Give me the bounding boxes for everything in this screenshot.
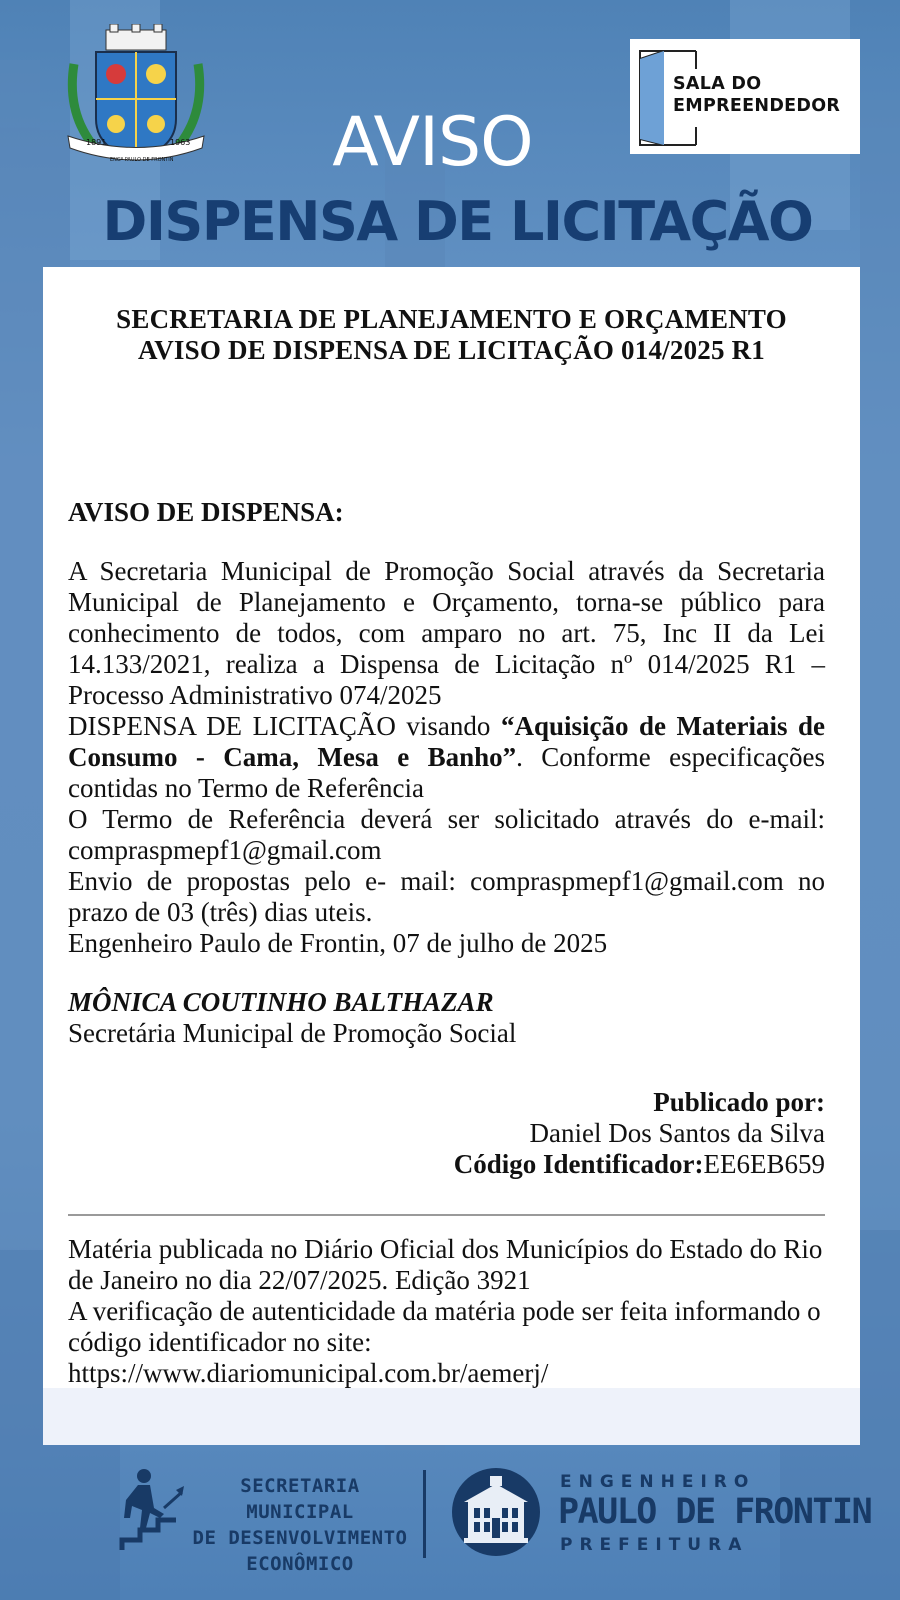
verification-url: https://www.diariomunicipal.com.br/aemerj/ [68,1358,549,1388]
signature-block [68,987,516,1049]
published-by-name: Daniel Dos Santos da Silva [529,1118,825,1148]
paragraph-2-prefix: DISPENSA DE LICITAÇÃO visando [68,711,501,741]
paragraph-2-object: “Aquisição de Materiais de Consumo - Cama, Mesa e Banho” [68,711,826,772]
paragraph-2 [68,711,825,804]
crest-year-left: 1891 [86,138,107,147]
sala-logo-line2: EMPREENDEDOR [673,96,841,116]
identifier-code-value: EE6EB659 [703,1149,825,1179]
paragraph-4: Envio de propostas pelo e- mail: compraspmepf1@gmail.com no prazo de 03 (três) dias uteis. [68,866,825,927]
sala-logo-line1: SALA DO [673,74,762,94]
paragraph-3: O Termo de Referência deverá ser solicitado através do e-mail: compraspmepf1@gmail.com [68,804,825,865]
city-name-main: PAULO DE FRONTIN [558,1492,872,1532]
paragraph-2-suffix: . Conforme especificações contidas no Termo de Referência [68,742,825,803]
secretaria-line1: SECRETARIA MUNICIPAL [240,1475,360,1523]
footer-line-2: A verificação de autenticidade da matéria pode ser feita informando o código identificador no site: [68,1296,821,1357]
secretaria-desenvolvimento-logo-text [185,1473,415,1577]
logo-divider [423,1470,426,1558]
document-bottom-band [43,1388,860,1445]
person-climbing-stairs-icon [118,1468,190,1552]
crest-ribbon-text: ENGº PAULO DE FRONTIN [110,157,174,163]
document-header [43,304,860,366]
secretaria-line2: DE DESENVOLVIMENTO [192,1527,408,1549]
city-name-bottom: PREFEITURA [560,1535,749,1555]
published-by-label: Publicado por: [653,1087,825,1117]
main-title: AVISO [332,103,533,182]
footer-line-1: Matéria publicada no Diário Oficial dos Municípios do Estado do Rio de Janeiro no dia 22/07/2025. Edição 3921 [68,1234,823,1295]
signatory-role: Secretária Municipal de Promoção Social [68,1018,517,1048]
section-title: AVISO DE DISPENSA: [68,497,344,527]
secretaria-line3: ECONÔMICO [246,1553,354,1575]
notice-body [68,556,825,959]
notice-document [43,267,860,1445]
identifier-code-line [68,1149,825,1180]
divider-line [68,1214,825,1216]
main-subtitle: DISPENSA DE LICITAÇÃO [102,190,813,253]
signatory-name: MÔNICA COUTINHO BALTHAZAR [68,987,494,1017]
publication-footer [68,1234,825,1389]
document-header-line2: AVISO DE DISPENSA DE LICITAÇÃO 014/2025 R1 [137,335,766,365]
place-date: Engenheiro Paulo de Frontin, 07 de julho de 2025 [68,928,608,958]
city-hall-emblem-icon [450,1466,542,1558]
city-name-top: ENGENHEIRO [560,1472,756,1492]
paragraph-1: A Secretaria Municipal de Promoção Social através da Secretaria Municipal de Planejamento e Orçamento, torna-se público para conhecimento de todos, com amparo no art. 75, Inc II da Lei 14.133/2021, realiza a Dispensa de Licitação nº 014/2025 R1 – Processo Administrativo 074/2025 [68,556,825,710]
identifier-code-label: Código Identificador: [453,1149,704,1179]
document-header-line1: SECRETARIA DE PLANEJAMENTO E ORÇAMENTO [116,304,787,334]
publication-info [68,1087,825,1180]
crest-year-right: 1963 [170,138,191,147]
